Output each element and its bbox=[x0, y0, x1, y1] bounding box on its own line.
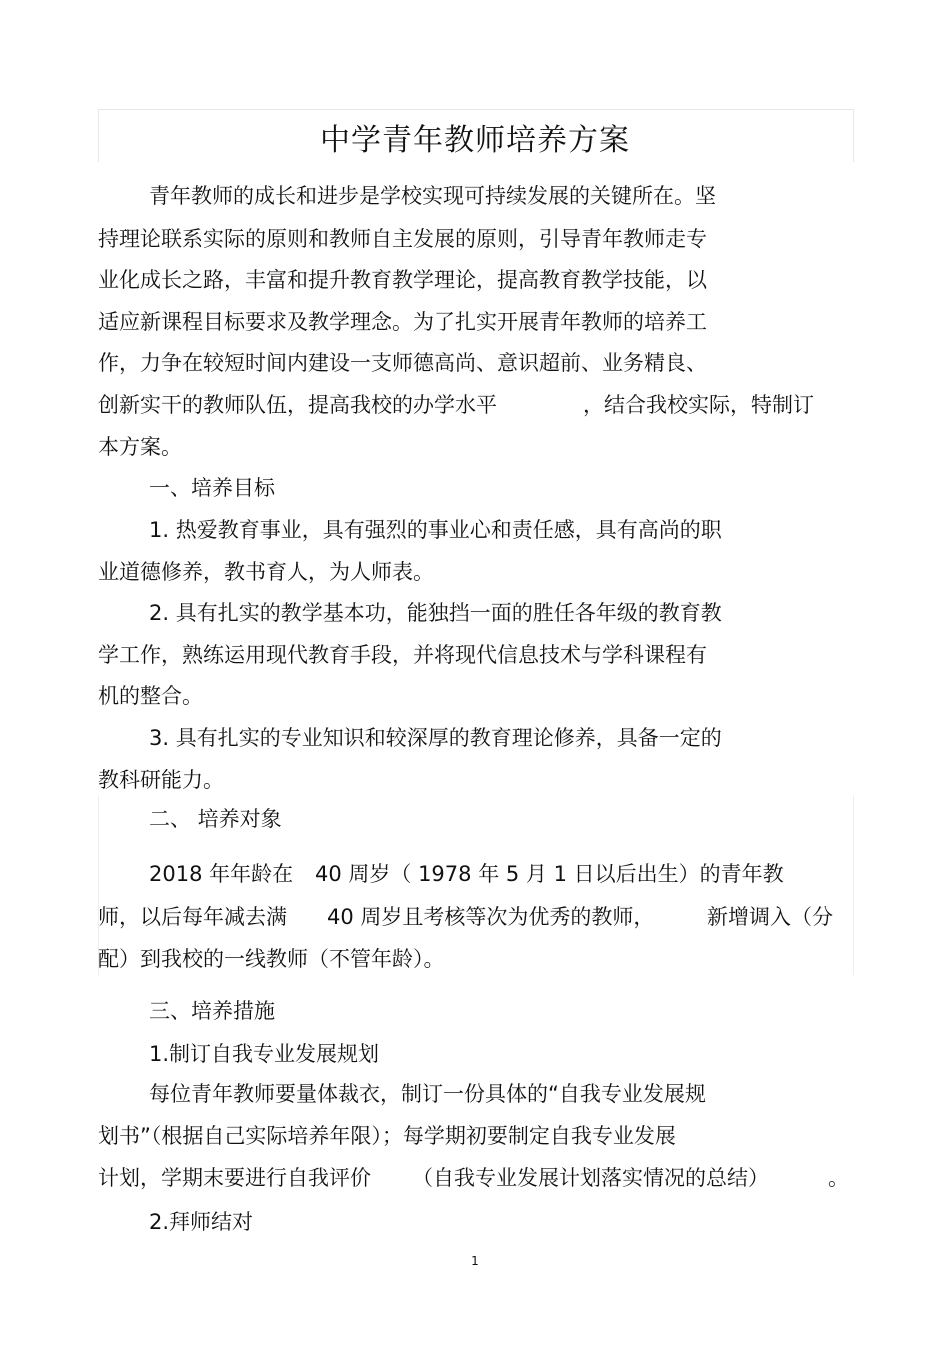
measure-line: 计划，学期末要进行自我评价 bbox=[98, 1166, 371, 1190]
subheading: 1.制订自我专业发展规划 bbox=[149, 1042, 380, 1066]
subheading: 2.拜师结对 bbox=[149, 1210, 254, 1234]
intro-line: 青年教师的成长和进步是学校实现可持续发展的关键所在。坚 bbox=[149, 184, 716, 208]
goal-line: 教科研能力。 bbox=[98, 768, 224, 792]
intro-line: 作，力争在较短时间内建设一支师德高尚、意识超前、业务精良、 bbox=[98, 351, 707, 375]
document-title: 中学青年教师培养方案 bbox=[320, 123, 630, 158]
measure-line: 每位青年教师要量体裁衣，制订一份具体的“自我专业发展规 bbox=[149, 1082, 706, 1106]
goal-line: 3. 具有扎实的专业知识和较深厚的教育理论修养，具备一定的 bbox=[149, 726, 722, 750]
goal-line: 1. 热爱教育事业，具有强烈的事业心和责任感，具有高尚的职 bbox=[149, 518, 722, 542]
measure-line: 。 bbox=[828, 1166, 849, 1190]
goal-line: 机的整合。 bbox=[98, 684, 203, 708]
target-line: 40 周岁（ 1978 年 5 月 1 日以后出生）的青年教 bbox=[315, 862, 784, 886]
page-number: 1 bbox=[471, 1254, 479, 1268]
intro-line: 创新实干的教师队伍，提高我校的办学水平 bbox=[98, 393, 497, 417]
goal-line: 学工作，熟练运用现代教育手段，并将现代信息技术与学科课程有 bbox=[98, 643, 707, 667]
section-heading: 一、培养目标 bbox=[149, 476, 275, 500]
goal-line: 业道德修养，教书育人，为人师表。 bbox=[98, 560, 434, 584]
target-line: 40 周岁且考核等次为优秀的教师， bbox=[327, 905, 655, 929]
section-heading: 三、培养措施 bbox=[149, 999, 275, 1023]
target-line: 师，以后每年减去满 bbox=[98, 905, 287, 929]
target-line: 配）到我校的一线教师（不管年龄）。 bbox=[98, 947, 445, 971]
section-heading: 二、 培养对象 bbox=[149, 807, 282, 831]
target-line: 新增调入（分 bbox=[707, 905, 833, 929]
intro-line: ，结合我校实际，特制订 bbox=[583, 393, 814, 417]
measure-line: 划书”（根据自己实际培养年限）；每学期初要制定自我专业发展 bbox=[98, 1124, 676, 1148]
intro-line: 适应新课程目标要求及教学理念。为了扎实开展青年教师的培养工 bbox=[98, 310, 707, 334]
intro-line: 本方案。 bbox=[98, 435, 182, 459]
measure-line: （自我专业发展计划落实情况的总结） bbox=[412, 1166, 769, 1190]
intro-line: 业化成长之路，丰富和提升教育教学理论，提高教育教学技能，以 bbox=[98, 268, 707, 292]
intro-line: 持理论联系实际的原则和教师自主发展的原则，引导青年教师走专 bbox=[98, 227, 707, 251]
goal-line: 2. 具有扎实的教学基本功，能独挡一面的胜任各年级的教育教 bbox=[149, 601, 722, 625]
target-line: 2018 年年龄在 bbox=[149, 862, 294, 886]
